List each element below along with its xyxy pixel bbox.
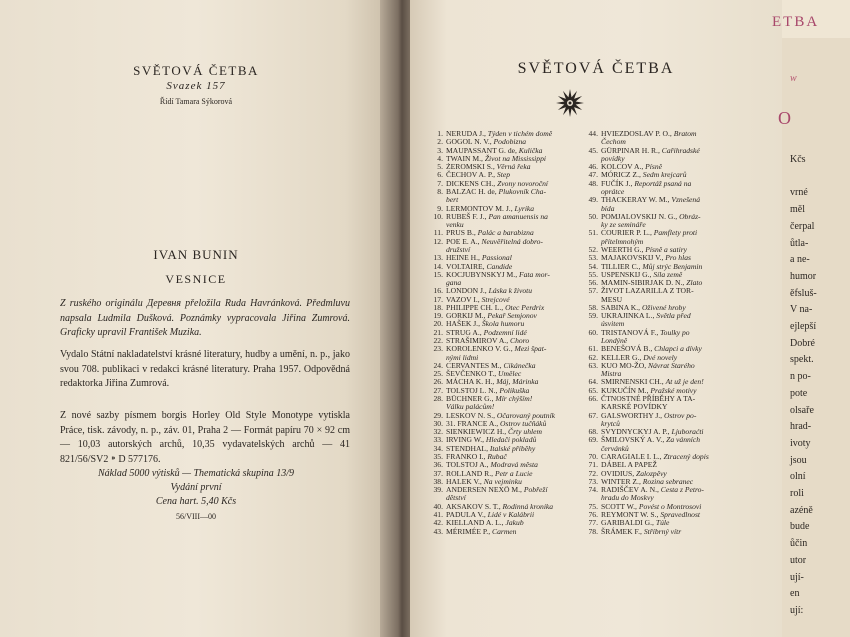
entry-text: BÜCHNER G., Mír chýším! <box>446 394 533 403</box>
entry-continuation: oprátce <box>601 186 625 196</box>
entry-number: 52. <box>588 244 598 254</box>
entry-text: BENEŠOVÁ B., Chlapci a dívky <box>601 344 702 354</box>
entry-number: 4. <box>437 153 443 163</box>
back-page-line: ůčin <box>790 538 808 550</box>
entry-continuation: Mistra <box>601 369 622 379</box>
entry-number: 28. <box>433 394 443 403</box>
entry-text: KUO MO-ŽO, Návrat Starého <box>601 360 695 370</box>
back-page-line: en <box>790 588 800 600</box>
entry-continuation: Válku palácům! <box>446 402 495 412</box>
entry-text: ŠMILOVSKÝ A. V., Za vánních <box>601 435 701 445</box>
entry-text: TILLIER C., Můj strýc Benjamin <box>601 261 703 271</box>
entry-number: 13. <box>433 253 443 263</box>
entry-text: KELLER G., Dvé novely <box>601 352 678 362</box>
entry-text: WEERTH G., Písně a satiry <box>601 244 688 254</box>
entry-text: MAMIN-SIBIRJAK D. N., Zlato <box>601 278 703 288</box>
publisher-info: Vydalo Státní nakladatelství krásné literatury, hudby a umění, n. p., jako svou 708. publikaci v redakci krásné literatury. Praha 1957. Odpovědná redaktorka Jiřina Zumrová. <box>60 349 350 389</box>
entry-number: 16. <box>433 286 443 296</box>
back-page-line: měl <box>790 204 805 216</box>
price: Cena hart. 5,40 Kčs <box>155 496 237 507</box>
entry-text: MAUPASSANT G. de, Kulička <box>446 145 543 155</box>
entry-text: ANDERSEN NEXÖ M., Pobřeží <box>446 485 548 495</box>
entry-text: ŠRÁMEK F., Stříbrný vítr <box>601 526 682 536</box>
entry-text: FUČÍK J., Reportáž psaná na <box>601 178 692 188</box>
entry-number: 20. <box>433 319 443 329</box>
series-editor: Řídí Tamara Sýkorová <box>159 97 233 106</box>
entry-number: 54. <box>588 261 598 271</box>
entry-text: GALSWORTHY J., Ostrov po- <box>601 410 697 420</box>
entry-number: 17. <box>433 294 443 304</box>
book-list-entry <box>427 528 587 536</box>
entry-number: 11. <box>433 228 443 238</box>
entry-continuation: Londýně <box>601 336 628 346</box>
entry-number: 25. <box>433 369 443 379</box>
entry-number: 3. <box>437 145 443 155</box>
entry-text: PHILIPPE CH. L., Otec Perdrix <box>446 302 545 312</box>
back-page-letter: w <box>790 73 797 84</box>
entry-number: 78. <box>588 526 598 536</box>
entry-continuation: bída <box>601 203 615 213</box>
entry-number: 10. <box>433 211 443 221</box>
entry-text: FRANKO I., Rubač <box>446 451 507 461</box>
entry-number: 18. <box>433 302 443 312</box>
entry-text: STENDHAL, Italské příběhy <box>446 443 536 453</box>
entry-number: 45. <box>588 145 598 155</box>
entry-text: GARIBALDI G., Túle <box>601 518 670 528</box>
entry-number: 53. <box>588 253 598 263</box>
book-list-column-2 <box>582 130 742 536</box>
printing-info: Z nové sazby písmem borgis Horley Old Style Monotype vytiskla Práce, tisk. závody, n. p., záv. 01, Praha 2 — Formát papíru 70 × 92 cm — 10,03 autorských archů, 10,35 vydavatelských archů — 41 821/56/SV2 ⁍ D 577176. <box>60 410 350 465</box>
entry-text: ŠEVČENKO T., Umělec <box>446 369 522 379</box>
entry-number: 55. <box>588 269 598 279</box>
entry-number: 75. <box>588 501 598 511</box>
back-page-line: čerpal <box>790 220 815 232</box>
volume-number: Svazek 157 <box>166 80 226 92</box>
entry-number: 44. <box>588 129 598 138</box>
entry-text: DICKENS CH., Zvony novoroční <box>446 178 549 188</box>
series-name: SVĚTOVÁ ČETBA <box>133 63 259 78</box>
entry-text: TOLSTOJ A., Modravá města <box>446 460 538 470</box>
back-page-line: n po- <box>790 371 811 383</box>
entry-continuation: Čechom <box>601 137 626 147</box>
entry-number: 46. <box>588 162 598 172</box>
entry-number: 73. <box>588 476 598 486</box>
entry-number: 35. <box>433 451 443 461</box>
star-flower-ornament-icon <box>554 87 586 119</box>
back-page-heading: ETBA <box>772 14 820 30</box>
entry-number: 59. <box>588 311 598 321</box>
entry-number: 19. <box>433 311 443 321</box>
entry-text: GORKIJ M., Pekař Semjonov <box>446 311 537 321</box>
entry-number: 40. <box>433 501 443 511</box>
translation-credits: Z ruského originálu Деревня přeložila Ruda Havránková. Předmluvu napsala Ludmila Dušková. Poznámky vypracovala Jiřina Zumrová. Graficky upravil František Muzika. <box>60 298 350 338</box>
entry-number: 65. <box>588 385 598 395</box>
entry-text: ŽIVOT LAZARILLA Z TOR- <box>601 286 694 296</box>
entry-text: LONDON J., Láska k životu <box>446 286 533 296</box>
entry-number: 34. <box>433 443 443 453</box>
entry-text: HAŠEK J., Škola humoru <box>446 319 525 329</box>
entry-number: 24. <box>433 360 443 370</box>
entry-number: 68. <box>588 427 598 437</box>
entry-text: ROLLAND R., Petr a Lucie <box>446 468 533 478</box>
back-page-line: humor <box>790 270 817 282</box>
entry-continuation: povídky <box>601 153 625 163</box>
back-page-line: pote <box>790 387 808 399</box>
entry-text: PADULA V., Lidé v Kalábrii <box>446 509 535 519</box>
entry-continuation: venku <box>446 220 464 230</box>
entry-number: 72. <box>588 468 598 478</box>
entry-text: SABINA K., Oživené hroby <box>601 302 686 312</box>
entry-continuation: MESU <box>601 294 623 304</box>
back-page-line: bude <box>790 521 810 533</box>
entry-text: COURIER P. L., Pamflety proti <box>601 228 698 238</box>
entry-continuation: nými lidmi <box>446 352 479 362</box>
entry-text: ŻEROMSKI S., Věrná řeka <box>446 162 531 172</box>
entry-number: 39. <box>433 485 443 495</box>
back-page-line: spekt. <box>790 354 814 366</box>
entry-text: USPENSKIJ G., Síla země <box>601 269 683 279</box>
entry-text: IRVING W., Hledači pokladů <box>446 435 537 445</box>
entry-text: KUKUČÍN M., Pražské motivy <box>601 385 697 395</box>
entry-number: 70. <box>588 451 598 461</box>
entry-text: RADIŠČEV A. N., Cesta z Petro- <box>601 485 704 495</box>
back-page-line: olní <box>790 471 806 483</box>
entry-text: VOLTAIRE, Candide <box>446 261 513 271</box>
list-heading: SVĚTOVÁ ČETBA <box>517 60 675 77</box>
entry-number: 26. <box>433 377 443 387</box>
entry-text: TWAIN M., Život na Mississippi <box>446 153 546 163</box>
back-page-line: Dobré <box>790 337 815 349</box>
entry-text: SVYDNYCKYJ A. P., Ljuboraćti <box>601 427 704 437</box>
entry-number: 63. <box>588 360 598 370</box>
back-page-line <box>790 169 817 186</box>
entry-text: 31. FRANCE A., Ostrov tučňáků <box>446 418 547 428</box>
entry-number: 48. <box>588 178 598 188</box>
book-list-entry <box>582 528 742 536</box>
book-list-column-1 <box>427 130 587 536</box>
edition: Vydání první <box>170 482 222 493</box>
entry-number: 64. <box>588 377 598 387</box>
entry-number: 9. <box>437 203 443 213</box>
entry-continuation: hradu do Moskvy <box>601 493 654 503</box>
entry-text: POMJALOVSKIJ N. G., Obráz- <box>601 211 701 221</box>
entry-text: ČTNOSTNÉ PŘÍBĚHY A TA- <box>601 394 696 403</box>
entry-number: 47. <box>588 170 598 180</box>
entry-text: UKRAJINKA L., Světla před <box>601 311 691 321</box>
entry-number: 77. <box>588 518 598 528</box>
back-page-line: ují- <box>790 571 804 583</box>
entry-number: 42. <box>433 518 443 528</box>
entry-number: 7. <box>437 178 443 188</box>
back-page-line: V na- <box>790 304 813 316</box>
back-page-line: azéně <box>790 504 813 516</box>
entry-continuation: červánků <box>601 443 629 453</box>
entry-text: KOCJUBYNSKYJ M., Fata mor- <box>446 269 550 279</box>
entry-text: SIENKIEWICZ H., Črty uhlem <box>446 427 542 437</box>
entry-number: 21. <box>433 327 443 337</box>
entry-number: 22. <box>433 336 443 346</box>
entry-text: LERMONTOV M. J., Lyrika <box>446 203 535 213</box>
entry-continuation: družství <box>446 244 471 254</box>
entry-number: 14. <box>433 261 443 271</box>
entry-number: 8. <box>437 186 443 196</box>
back-page-line: roli <box>790 488 804 500</box>
back-page-line: ůtla- <box>790 237 809 249</box>
back-page-line: a ne- <box>790 254 810 266</box>
back-page-line: vrné <box>790 187 808 199</box>
entry-continuation: úsvitem <box>601 319 625 329</box>
entry-number: 38. <box>433 476 443 486</box>
entry-number: 32. <box>433 427 443 437</box>
entry-number: 69. <box>588 435 598 445</box>
back-page-line: olsaře <box>790 404 814 416</box>
entry-number: 6. <box>437 170 443 180</box>
entry-text: KIELLAND A. L., Jakub <box>446 518 524 528</box>
entry-text: NERUDA J., Týden v tichém domě <box>446 129 553 138</box>
back-page-line: jsou <box>790 454 807 466</box>
entry-number: 37. <box>433 468 443 478</box>
entry-number: 58. <box>588 302 598 312</box>
entry-text: TOLSTOJ L. N., Polikuška <box>446 385 530 395</box>
back-page-line: ejlepší <box>790 321 817 333</box>
entry-text: HVIEZDOSLAV P. O., Bratom <box>601 129 697 138</box>
back-page-line: utor <box>790 554 807 566</box>
entry-number: 74. <box>588 485 598 495</box>
entry-number: 1. <box>437 129 443 138</box>
entry-text: GÜRPINAR H. R., Cařihradské <box>601 145 700 155</box>
book-title: VESNICE <box>165 272 227 286</box>
entry-text: LESKOV N. S., Očarovaný poutník <box>446 410 556 420</box>
entry-number: 29. <box>433 410 443 420</box>
entry-text: SCOTT W., Povést o Montrosovi <box>601 501 702 511</box>
entry-number: 5. <box>437 162 443 172</box>
entry-text: SMIRNENSKI CH., At už je den! <box>601 377 704 387</box>
entry-text: REYMONT W. S., Spravedlnost <box>601 509 701 519</box>
print-code: 56/VIII—00 <box>176 512 216 521</box>
entry-number: 71. <box>588 460 598 470</box>
entry-text: MAJAKOVSKIJ V., Pro hlas <box>601 253 691 263</box>
entry-number: 49. <box>588 195 598 205</box>
entry-text: MÉRIMÉE P., Carmen <box>446 526 517 536</box>
entry-number: 43. <box>433 526 443 536</box>
entry-number: 41. <box>433 509 443 519</box>
back-page-line: hrad- <box>790 421 812 433</box>
entry-continuation: krytců <box>601 418 620 428</box>
entry-number: 51. <box>588 228 598 238</box>
back-page-initial: O <box>778 108 791 128</box>
back-page-text <box>790 152 817 620</box>
entry-text: BALZAC H. de, Plukovník Cha- <box>446 186 546 196</box>
entry-text: THACKERAY W. M., Vznešená <box>601 195 701 205</box>
back-page-line: ěfsluš- <box>790 287 817 299</box>
entry-text: RUBEŠ F. J., Pan amanuensis na <box>446 211 548 221</box>
entry-text: PRUS B., Palác a barabizna <box>446 228 534 238</box>
entry-text: KOLCOV A., Písně <box>601 162 663 172</box>
entry-text: CERVANTES M., Cikánečka <box>446 360 536 370</box>
entry-continuation: dětství <box>446 493 466 503</box>
entry-number: 50. <box>588 211 598 221</box>
entry-text: MÓRICZ Z., Sedm krejcarů <box>601 170 687 180</box>
entry-continuation: gana <box>446 278 462 288</box>
entry-number: 27. <box>433 385 443 395</box>
entry-number: 56. <box>588 278 598 288</box>
entry-number: 62. <box>588 352 598 362</box>
book-author: IVAN BUNIN <box>153 247 239 262</box>
entry-text: VAZOV I., Strejcové <box>446 294 510 304</box>
entry-text: POE E. A., Neuvěřitelná dobro- <box>446 236 543 246</box>
entry-continuation: přítelmnohým <box>601 236 644 246</box>
entry-text: OVIDIUS, Zalozpěvy <box>601 468 667 478</box>
entry-number: 76. <box>588 509 598 519</box>
entry-text: HEINE H., Passional <box>446 253 512 263</box>
back-page-line: ují: <box>790 604 804 616</box>
entry-number: 36. <box>433 460 443 470</box>
entry-continuation: KARSKÉ POVÍDKY <box>601 402 668 412</box>
entry-text: DÁBEL A PAPEŽ <box>601 460 657 470</box>
entry-text: GOGOL N. V., Podobizna <box>446 137 527 147</box>
entry-number: 66. <box>588 394 598 403</box>
entry-text: STRUG A., Podzemní lidé <box>446 327 527 337</box>
entry-number: 12. <box>433 236 443 246</box>
entry-number: 30. <box>433 418 443 428</box>
entry-text: MÁCHA K. H., Máj, Márinka <box>446 377 539 387</box>
entry-text: HALEK V., Na vejminku <box>446 476 522 486</box>
back-page-line: ivoty <box>790 437 811 449</box>
back-page-line: Kčs <box>790 154 806 165</box>
entry-number: 60. <box>588 327 598 337</box>
entry-text: WINTER Z., Rozina sebranec <box>601 476 694 486</box>
entry-number: 23. <box>433 344 443 354</box>
entry-number: 33. <box>433 435 443 445</box>
entry-text: STRAŠIMIROV A., Choro <box>446 336 530 346</box>
entry-number: 15. <box>433 269 443 279</box>
entry-number: 57. <box>588 286 598 296</box>
entry-text: ČECHOV A. P., Step <box>446 170 510 180</box>
entry-continuation: ky ze semináře <box>601 220 646 230</box>
entry-text: TRISTANOVÁ F., Toulky po <box>601 327 690 337</box>
entry-number: 2. <box>437 137 443 147</box>
entry-text: KOROLENKO V. G., Mezi špat- <box>446 344 547 354</box>
entry-text: AKSAKOV S. T., Rodinná kronika <box>446 501 554 511</box>
print-run: Náklad 5000 výtisků — Thematická skupina 13/9 <box>97 468 295 479</box>
entry-text: CARAGIALE I. L., Ztracený dopis <box>601 451 709 461</box>
entry-continuation: bert <box>446 195 459 205</box>
entry-number: 61. <box>588 344 598 354</box>
entry-number: 67. <box>588 410 598 420</box>
